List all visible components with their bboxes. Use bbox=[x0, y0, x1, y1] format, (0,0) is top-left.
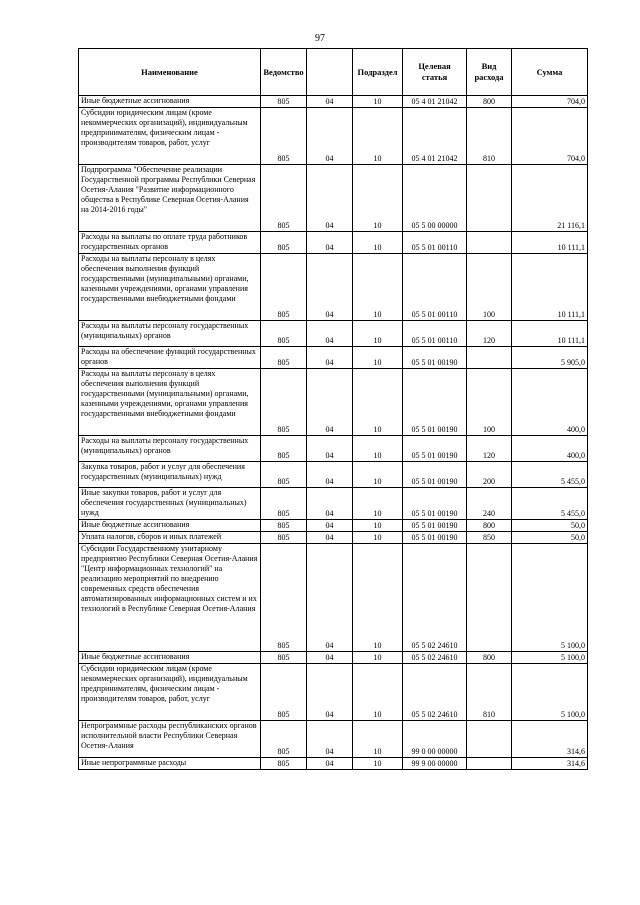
table-row bbox=[79, 532, 588, 544]
row-subsection: 10 bbox=[353, 96, 403, 108]
row-target-item: 05 5 02 24610 bbox=[403, 652, 467, 664]
row-amount: 5 455,0 bbox=[512, 488, 588, 520]
row-expense-type: 850 bbox=[467, 532, 512, 544]
row-target-item: 05 5 01 00110 bbox=[403, 321, 467, 347]
row-target-item: 05 5 01 00110 bbox=[403, 232, 467, 254]
row-amount: 5 905,0 bbox=[512, 347, 588, 369]
row-department: 805 bbox=[261, 165, 307, 232]
row-subsection: 10 bbox=[353, 321, 403, 347]
row-expense-type bbox=[467, 232, 512, 254]
row-section: 04 bbox=[307, 462, 353, 488]
row-target-item: 05 5 01 00190 bbox=[403, 347, 467, 369]
row-department: 805 bbox=[261, 369, 307, 436]
row-amount: 10 111,1 bbox=[512, 232, 588, 254]
row-amount: 50,0 bbox=[512, 532, 588, 544]
row-expense-type bbox=[467, 721, 512, 758]
row-department: 805 bbox=[261, 347, 307, 369]
row-section: 04 bbox=[307, 520, 353, 532]
header-target-item: Целевая статья bbox=[403, 49, 467, 96]
row-subsection: 10 bbox=[353, 532, 403, 544]
row-name: Расходы на выплаты персоналу государственных (муниципальных) органов bbox=[79, 436, 261, 462]
header-subsection: Подраздел bbox=[353, 49, 403, 96]
row-target-item: 99 9 00 00000 bbox=[403, 758, 467, 770]
row-section: 04 bbox=[307, 96, 353, 108]
table-row bbox=[79, 232, 588, 254]
row-expense-type bbox=[467, 544, 512, 652]
row-amount: 704,0 bbox=[512, 108, 588, 165]
row-subsection: 10 bbox=[353, 544, 403, 652]
row-section: 04 bbox=[307, 488, 353, 520]
row-amount: 10 111,1 bbox=[512, 254, 588, 321]
row-department: 805 bbox=[261, 520, 307, 532]
row-name: Подпрограмма "Обеспечение реализации Государственной программы Республики Северная Осетия-Алания "Развитие информационного общества в Республике Северная Осетия-Алания на 2014-2016 годы" bbox=[79, 165, 261, 232]
row-department: 805 bbox=[261, 436, 307, 462]
row-expense-type: 200 bbox=[467, 462, 512, 488]
row-name: Иные бюджетные ассигнования bbox=[79, 96, 261, 108]
row-subsection: 10 bbox=[353, 108, 403, 165]
header-expense-type: Вид расхода bbox=[467, 49, 512, 96]
row-expense-type: 810 bbox=[467, 664, 512, 721]
table-row bbox=[79, 108, 588, 165]
row-expense-type: 800 bbox=[467, 652, 512, 664]
row-name: Расходы на выплаты персоналу в целях обеспечения выполнения функций государственными (муниципальными) органами, казенными учреждениями, органами управления государственными внебюджетными фондами bbox=[79, 369, 261, 436]
row-subsection: 10 bbox=[353, 436, 403, 462]
row-name: Иные непрограммные расходы bbox=[79, 758, 261, 770]
row-section: 04 bbox=[307, 321, 353, 347]
row-amount: 5 100,0 bbox=[512, 664, 588, 721]
row-name: Иные бюджетные ассигнования bbox=[79, 520, 261, 532]
table-row bbox=[79, 254, 588, 321]
row-section: 04 bbox=[307, 436, 353, 462]
row-subsection: 10 bbox=[353, 254, 403, 321]
row-amount: 314,6 bbox=[512, 721, 588, 758]
header-department: Ведомство bbox=[261, 49, 307, 96]
table-row bbox=[79, 544, 588, 652]
row-name: Субсидии юридическим лицам (кроме некоммерческих организаций), индивидуальным предпринимателям, физическим лицам - производителям товаров, работ, услуг bbox=[79, 108, 261, 165]
row-expense-type: 810 bbox=[467, 108, 512, 165]
row-amount: 5 100,0 bbox=[512, 652, 588, 664]
row-section: 04 bbox=[307, 165, 353, 232]
row-name: Расходы на выплаты персоналу в целях обеспечения выполнения функций государственными (муниципальными) органами, казенными учреждениями, органами управления государственными внебюджетными фондами bbox=[79, 254, 261, 321]
row-name: Уплата налогов, сборов и иных платежей bbox=[79, 532, 261, 544]
table-row bbox=[79, 347, 588, 369]
row-target-item: 05 5 01 00190 bbox=[403, 532, 467, 544]
row-department: 805 bbox=[261, 758, 307, 770]
table-row bbox=[79, 758, 588, 770]
row-subsection: 10 bbox=[353, 347, 403, 369]
row-subsection: 10 bbox=[353, 488, 403, 520]
table-row bbox=[79, 96, 588, 108]
row-amount: 10 111,1 bbox=[512, 321, 588, 347]
row-section: 04 bbox=[307, 232, 353, 254]
row-expense-type: 100 bbox=[467, 254, 512, 321]
table-row bbox=[79, 520, 588, 532]
row-department: 805 bbox=[261, 232, 307, 254]
row-department: 805 bbox=[261, 108, 307, 165]
row-target-item: 05 5 01 00190 bbox=[403, 488, 467, 520]
row-target-item: 05 5 02 24610 bbox=[403, 664, 467, 721]
row-subsection: 10 bbox=[353, 652, 403, 664]
row-name: Субсидии Государственному унитарному предприятию Республики Северная Осетия-Алания "Центр информационных технологий" на реализацию мероприятий по внедрению современных средств обеспечения автоматизированных информационных систем и их технологий в Республике Северная Осетия-Алания bbox=[79, 544, 261, 652]
row-section: 04 bbox=[307, 347, 353, 369]
table-row bbox=[79, 488, 588, 520]
row-subsection: 10 bbox=[353, 232, 403, 254]
row-name: Закупка товаров, работ и услуг для обеспечения государственных (муниципальных) нужд bbox=[79, 462, 261, 488]
row-department: 805 bbox=[261, 488, 307, 520]
header-amount: Сумма bbox=[512, 49, 588, 96]
row-amount: 5 100,0 bbox=[512, 544, 588, 652]
row-subsection: 10 bbox=[353, 165, 403, 232]
row-department: 805 bbox=[261, 462, 307, 488]
table-row bbox=[79, 165, 588, 232]
row-section: 04 bbox=[307, 369, 353, 436]
row-expense-type: 120 bbox=[467, 436, 512, 462]
row-name: Иные бюджетные ассигнования bbox=[79, 652, 261, 664]
row-section: 04 bbox=[307, 532, 353, 544]
row-subsection: 10 bbox=[353, 520, 403, 532]
row-expense-type bbox=[467, 758, 512, 770]
row-subsection: 10 bbox=[353, 758, 403, 770]
row-expense-type: 100 bbox=[467, 369, 512, 436]
row-name: Расходы на обеспечение функций государственных органов bbox=[79, 347, 261, 369]
budget-table bbox=[78, 48, 588, 770]
row-section: 04 bbox=[307, 758, 353, 770]
row-section: 04 bbox=[307, 254, 353, 321]
row-amount: 704,0 bbox=[512, 96, 588, 108]
row-expense-type: 240 bbox=[467, 488, 512, 520]
row-expense-type: 120 bbox=[467, 321, 512, 347]
row-expense-type bbox=[467, 347, 512, 369]
row-amount: 400,0 bbox=[512, 436, 588, 462]
header-name: Наименование bbox=[79, 49, 261, 96]
table-body bbox=[79, 96, 588, 770]
row-target-item: 05 5 01 00190 bbox=[403, 520, 467, 532]
row-amount: 314,6 bbox=[512, 758, 588, 770]
row-name: Субсидии юридическим лицам (кроме некоммерческих организаций), индивидуальным предпринимателям, физическим лицам - производителям товаров, работ, услуг bbox=[79, 664, 261, 721]
row-subsection: 10 bbox=[353, 462, 403, 488]
row-target-item: 05 5 01 00190 bbox=[403, 436, 467, 462]
row-department: 805 bbox=[261, 532, 307, 544]
table-row bbox=[79, 652, 588, 664]
row-section: 04 bbox=[307, 544, 353, 652]
row-amount: 400,0 bbox=[512, 369, 588, 436]
row-department: 805 bbox=[261, 664, 307, 721]
row-target-item: 05 5 01 00110 bbox=[403, 254, 467, 321]
row-department: 805 bbox=[261, 721, 307, 758]
row-name: Расходы на выплаты по оплате труда работников государственных органов bbox=[79, 232, 261, 254]
row-department: 805 bbox=[261, 96, 307, 108]
row-section: 04 bbox=[307, 108, 353, 165]
row-target-item: 99 0 00 00000 bbox=[403, 721, 467, 758]
table-row bbox=[79, 321, 588, 347]
row-name: Расходы на выплаты персоналу государственных (муниципальных) органов bbox=[79, 321, 261, 347]
row-department: 805 bbox=[261, 254, 307, 321]
row-amount: 21 116,1 bbox=[512, 165, 588, 232]
row-amount: 50,0 bbox=[512, 520, 588, 532]
row-target-item: 05 5 01 00190 bbox=[403, 369, 467, 436]
row-target-item: 05 4 01 21042 bbox=[403, 96, 467, 108]
table-row bbox=[79, 436, 588, 462]
row-name: Непрограммные расходы республиканских органов исполнительной власти Республики Северная Осетия-Алания bbox=[79, 721, 261, 758]
row-department: 805 bbox=[261, 652, 307, 664]
row-subsection: 10 bbox=[353, 369, 403, 436]
row-amount: 5 455,0 bbox=[512, 462, 588, 488]
header-section bbox=[307, 49, 353, 96]
row-target-item: 05 5 01 00190 bbox=[403, 462, 467, 488]
table-header-row bbox=[79, 49, 588, 96]
page-number: 97 bbox=[315, 33, 325, 44]
row-expense-type: 800 bbox=[467, 520, 512, 532]
row-department: 805 bbox=[261, 321, 307, 347]
row-expense-type bbox=[467, 165, 512, 232]
row-subsection: 10 bbox=[353, 664, 403, 721]
table-row bbox=[79, 369, 588, 436]
row-target-item: 05 5 00 00000 bbox=[403, 165, 467, 232]
table-row bbox=[79, 664, 588, 721]
table-row bbox=[79, 462, 588, 488]
row-section: 04 bbox=[307, 652, 353, 664]
row-target-item: 05 4 01 21042 bbox=[403, 108, 467, 165]
row-target-item: 05 5 02 24610 bbox=[403, 544, 467, 652]
row-name: Иные закупки товаров, работ и услуг для обеспечения государственных (муниципальных) нужд bbox=[79, 488, 261, 520]
row-expense-type: 800 bbox=[467, 96, 512, 108]
table-row bbox=[79, 721, 588, 758]
row-department: 805 bbox=[261, 544, 307, 652]
row-subsection: 10 bbox=[353, 721, 403, 758]
row-section: 04 bbox=[307, 721, 353, 758]
row-section: 04 bbox=[307, 664, 353, 721]
